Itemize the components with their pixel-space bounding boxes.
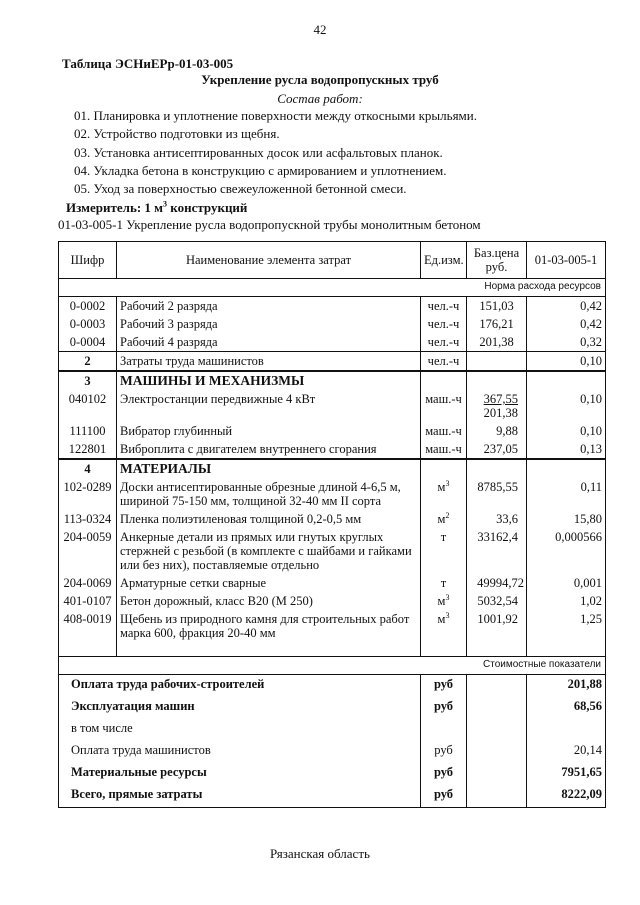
cell-code: 0-0004 xyxy=(59,333,117,352)
cell-name: Рабочий 2 разряда xyxy=(117,297,421,316)
unit-sup: 3 xyxy=(445,610,450,620)
unit-text: т xyxy=(440,530,447,544)
cell-price: 33,6 xyxy=(467,510,527,528)
cell-code: 102-0289 xyxy=(59,478,117,510)
table-row xyxy=(59,610,606,642)
work-item: 01. Планировка и уплотнение поверхности между откосными крыльями. xyxy=(74,108,477,123)
price-line: 367,55 xyxy=(483,392,518,406)
cell-price: 49994,72 xyxy=(467,574,527,592)
cell-empty xyxy=(467,642,527,657)
cell-empty xyxy=(467,459,527,478)
summary-label: Всего, прямые затраты xyxy=(59,785,421,808)
summary-row xyxy=(59,675,606,698)
cell-name: Виброплита с двигателем внутреннего сгорания xyxy=(117,440,421,459)
measurement-unit xyxy=(66,200,247,216)
cell-price xyxy=(467,390,527,422)
unit-text: м xyxy=(437,612,446,626)
cell-code: 040102 xyxy=(59,390,117,422)
table-row xyxy=(59,528,606,574)
band-norm-row xyxy=(59,279,606,297)
cell-unit: чел.-ч xyxy=(421,315,467,333)
table-row xyxy=(59,592,606,610)
cell-norm: 0,32 xyxy=(527,333,606,352)
cell-code: 408-0019 xyxy=(59,610,117,642)
summary-row xyxy=(59,763,606,785)
cell-norm: 0,13 xyxy=(527,440,606,459)
section-name: МАТЕРИАЛЫ xyxy=(117,459,421,478)
cell-name: Щебень из природного камня для строительных работ марка 600, фракция 20-40 мм xyxy=(117,610,421,642)
resource-table xyxy=(58,241,606,808)
summary-label: в том числе xyxy=(59,719,421,741)
cell-norm: 0,42 xyxy=(527,315,606,333)
summary-label: Материальные ресурсы xyxy=(59,763,421,785)
summary-unit: руб xyxy=(421,675,467,698)
spacer-row xyxy=(59,642,606,657)
section-code: 4 xyxy=(59,459,117,478)
cell-empty xyxy=(467,763,527,785)
cell-empty xyxy=(527,459,606,478)
cell-code: 204-0059 xyxy=(59,528,117,574)
summary-value: 68,56 xyxy=(527,697,606,719)
cell-empty xyxy=(59,642,117,657)
band-cost: Стоимостные показатели xyxy=(59,657,606,675)
cell-code: 2 xyxy=(59,352,117,372)
summary-unit xyxy=(421,719,467,741)
cell-name: Бетон дорожный, класс В20 (М 250) xyxy=(117,592,421,610)
header-code: Шифр xyxy=(59,242,117,279)
cell-price: 8785,55 xyxy=(467,478,527,510)
cell-price: 33162,4 xyxy=(467,528,527,574)
cell-price: 176,21 xyxy=(467,315,527,333)
header-unit: Ед.изм. xyxy=(421,242,467,279)
cell-price xyxy=(467,352,527,372)
section-code: 3 xyxy=(59,371,117,390)
cell-price: 9,88 xyxy=(467,422,527,440)
cell-empty xyxy=(421,459,467,478)
cell-name: Доски антисептированные обрезные длиной 4-6,5 м, шириной 75-150 мм, толщиной 32-40 мм II сорта xyxy=(117,478,421,510)
unit-sup: 3 xyxy=(445,592,450,602)
cell-unit xyxy=(421,510,467,528)
unit-text: м xyxy=(437,512,446,526)
unit-text: м xyxy=(437,480,446,494)
table-row xyxy=(59,352,606,372)
cell-empty xyxy=(467,785,527,808)
cell-norm: 0,42 xyxy=(527,297,606,316)
cell-norm: 1,02 xyxy=(527,592,606,610)
summary-unit: руб xyxy=(421,785,467,808)
table-row xyxy=(59,510,606,528)
cell-price: 151,03 xyxy=(467,297,527,316)
cell-empty xyxy=(421,371,467,390)
table-row xyxy=(59,440,606,459)
cell-norm: 0,11 xyxy=(527,478,606,510)
cell-norm: 0,001 xyxy=(527,574,606,592)
cell-price: 201,38 xyxy=(467,333,527,352)
summary-label: Эксплуатация машин xyxy=(59,697,421,719)
summary-unit: руб xyxy=(421,741,467,763)
price-line: 201,38 xyxy=(483,406,518,420)
section-row xyxy=(59,371,606,390)
meter-label: Измеритель: 1 м xyxy=(66,200,164,215)
cell-unit xyxy=(421,592,467,610)
table-row xyxy=(59,478,606,510)
summary-label: Оплата труда рабочих-строителей xyxy=(59,675,421,698)
cell-empty xyxy=(467,697,527,719)
cell-code: 113-0324 xyxy=(59,510,117,528)
cell-unit xyxy=(421,528,467,574)
footer-region: Рязанская область xyxy=(270,846,370,861)
cell-name: Пленка полиэтиленовая толщиной 0,2-0,5 мм xyxy=(117,510,421,528)
cell-unit: маш.-ч xyxy=(421,440,467,459)
table-row xyxy=(59,315,606,333)
work-item: 05. Уход за поверхностью свежеуложенной бетонной смеси. xyxy=(74,181,407,196)
header-price: Баз.цена руб. xyxy=(467,242,527,279)
work-item: 03. Установка антисептированных досок или асфальтовых планок. xyxy=(74,145,443,160)
cell-code: 0-0003 xyxy=(59,315,117,333)
summary-unit: руб xyxy=(421,763,467,785)
work-item: 02. Устройство подготовки из щебня. xyxy=(74,126,280,141)
cell-norm: 0,10 xyxy=(527,352,606,372)
cell-price: 1001,92 xyxy=(467,610,527,642)
cell-empty xyxy=(467,675,527,698)
summary-value: 8222,09 xyxy=(527,785,606,808)
unit-text: т xyxy=(440,576,447,590)
cell-norm: 0,000566 xyxy=(527,528,606,574)
cell-norm: 0,10 xyxy=(527,422,606,440)
code-line: 01-03-005-1 Укрепление русла водопропускной трубы монолитным бетоном xyxy=(58,217,481,232)
section-heading: Укрепление русла водопропускных труб xyxy=(201,72,439,87)
unit-text: м xyxy=(437,594,446,608)
cell-unit xyxy=(421,574,467,592)
meter-suffix: конструкций xyxy=(167,200,248,215)
summary-label: Оплата труда машинистов xyxy=(59,741,421,763)
cell-name: Арматурные сетки сварные xyxy=(117,574,421,592)
cell-empty xyxy=(117,642,421,657)
table-row xyxy=(59,333,606,352)
cell-unit xyxy=(421,478,467,510)
cell-price: 5032,54 xyxy=(467,592,527,610)
cell-name: Электростанции передвижные 4 кВт xyxy=(117,390,421,422)
summary-unit: руб xyxy=(421,697,467,719)
summary-row xyxy=(59,785,606,808)
meter-sup: 3 xyxy=(163,199,168,209)
table-row xyxy=(59,297,606,316)
cell-empty xyxy=(421,642,467,657)
cell-empty xyxy=(527,371,606,390)
cell-unit: чел.-ч xyxy=(421,352,467,372)
cell-code: 204-0069 xyxy=(59,574,117,592)
table-header-row xyxy=(59,242,606,279)
cell-empty xyxy=(527,642,606,657)
cell-code: 401-0107 xyxy=(59,592,117,610)
section-name: МАШИНЫ И МЕХАНИЗМЫ xyxy=(117,371,421,390)
cell-name: Рабочий 3 разряда xyxy=(117,315,421,333)
summary-value: 201,88 xyxy=(527,675,606,698)
cell-unit: маш.-ч xyxy=(421,422,467,440)
cell-norm: 0,10 xyxy=(527,390,606,422)
page-number: 42 xyxy=(313,22,327,37)
composition-title: Состав работ: xyxy=(277,91,363,106)
cell-empty xyxy=(467,741,527,763)
summary-value: 7951,65 xyxy=(527,763,606,785)
cell-unit: маш.-ч xyxy=(421,390,467,422)
cell-code: 0-0002 xyxy=(59,297,117,316)
cell-price: 237,05 xyxy=(467,440,527,459)
unit-sup: 3 xyxy=(445,478,450,488)
cell-empty xyxy=(467,719,527,741)
summary-value: 20,14 xyxy=(527,741,606,763)
summary-row xyxy=(59,719,606,741)
cell-name: Вибратор глубинный xyxy=(117,422,421,440)
cell-unit: чел.-ч xyxy=(421,297,467,316)
table-row xyxy=(59,574,606,592)
cell-name: Рабочий 4 разряда xyxy=(117,333,421,352)
work-item: 04. Укладка бетона в конструкцию с армированием и уплотнением. xyxy=(74,163,447,178)
cell-norm: 15,80 xyxy=(527,510,606,528)
cell-name: Анкерные детали из прямых или гнутых круглых стержней с резьбой (в комплекте с шайбами и гайками или без них), поставляемые отдельно xyxy=(117,528,421,574)
band-norm: Норма расхода ресурсов xyxy=(59,279,606,297)
cell-norm: 1,25 xyxy=(527,610,606,642)
unit-sup: 2 xyxy=(445,510,450,520)
summary-row xyxy=(59,697,606,719)
band-cost-row xyxy=(59,657,606,675)
header-name: Наименование элемента затрат xyxy=(117,242,421,279)
cell-code: 122801 xyxy=(59,440,117,459)
section-row xyxy=(59,459,606,478)
cell-unit xyxy=(421,610,467,642)
table-row xyxy=(59,390,606,422)
header-norm: 01-03-005-1 xyxy=(527,242,606,279)
cell-code: 111100 xyxy=(59,422,117,440)
cell-name: Затраты труда машинистов xyxy=(117,352,421,372)
table-row xyxy=(59,422,606,440)
summary-row xyxy=(59,741,606,763)
cell-unit: чел.-ч xyxy=(421,333,467,352)
summary-value xyxy=(527,719,606,741)
table-title: Таблица ЭСНиЕРр-01-03-005 xyxy=(62,56,234,71)
cell-empty xyxy=(467,371,527,390)
